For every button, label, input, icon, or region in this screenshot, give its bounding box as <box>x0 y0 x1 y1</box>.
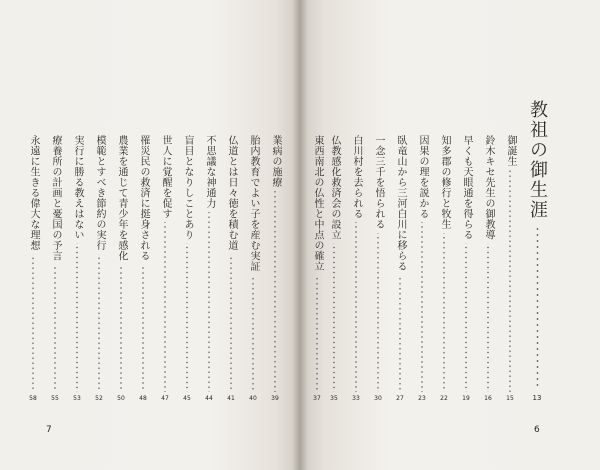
toc-entry-title: 療養所の計画と憂国の予言 <box>50 135 61 261</box>
toc-entry-title: 罹災民の救済に挺身される <box>138 135 149 261</box>
toc-entry <box>92 135 106 403</box>
toc-entry-title: 盲目となりしことあり <box>182 135 193 240</box>
toc-entry <box>268 135 282 403</box>
leader-dots <box>164 222 166 392</box>
toc-entry-page: 16 <box>484 395 492 402</box>
toc-entry <box>224 135 238 403</box>
toc-entry-title: 知多郡の修行と牧生 <box>439 135 450 230</box>
toc-entry-page: 45 <box>183 395 191 402</box>
leader-dots <box>421 222 423 392</box>
toc-entry-title: 臥竜山から三河白川に移らる <box>395 135 406 272</box>
leader-dots <box>399 275 401 393</box>
leader-dots <box>333 243 335 392</box>
toc-entry-page: 48 <box>139 395 147 402</box>
leader-dots <box>487 243 489 392</box>
leader-dots <box>32 254 34 393</box>
toc-entry-title: 白川村を去られる <box>351 135 362 219</box>
toc-entry-page: 53 <box>73 395 81 402</box>
chapter-title: 教祖の御生涯 <box>527 100 548 220</box>
page-number-right: 6 <box>534 425 540 435</box>
leader-dots <box>98 254 100 393</box>
toc-entry-title: 農業を通じて青少年を感化 <box>116 135 127 261</box>
toc-entry <box>437 135 451 403</box>
leader-dots <box>120 264 122 392</box>
toc-entry-title: 因果の理を説かる <box>417 135 428 219</box>
toc-entry-page: 50 <box>117 395 125 402</box>
leader-dots <box>230 254 232 393</box>
toc-entry-page: 55 <box>51 395 59 402</box>
toc-entry-title: 胎内教育でよい子を産む実証 <box>248 135 259 272</box>
leader-dots <box>142 264 144 392</box>
toc-entry <box>114 135 128 403</box>
leader-dots <box>76 243 78 392</box>
chapter-heading <box>526 100 548 402</box>
toc-entry-page: 35 <box>330 395 338 402</box>
toc-entry <box>158 135 172 403</box>
toc-entry <box>415 135 429 403</box>
toc-entry <box>349 135 363 403</box>
toc-entry-title: 鈴木キセ先生の御教導 <box>483 135 494 240</box>
toc-entry-page: 47 <box>161 395 169 402</box>
toc-entry-title: 実行に勝る教えはない <box>72 135 83 240</box>
toc-entry-title: 不思議な神通力 <box>204 135 215 209</box>
page-number-left: 7 <box>46 425 52 435</box>
leader-dots <box>377 233 379 393</box>
toc-entry-title: 仏道とは日々徳を積む道 <box>226 135 237 251</box>
toc-entry-page: 40 <box>249 395 257 402</box>
toc-entry-page: 44 <box>205 395 213 402</box>
toc-entry <box>48 135 62 403</box>
toc-entry <box>371 135 385 403</box>
leader-dots <box>208 212 210 393</box>
toc-entry <box>327 135 341 403</box>
toc-entry-title: 一念三千を悟られる <box>373 135 384 230</box>
toc-entry-page: 30 <box>374 395 382 402</box>
leader-dots <box>54 264 56 392</box>
toc-entry-page: 19 <box>462 395 470 402</box>
toc-entry <box>393 135 407 403</box>
toc-entry <box>310 135 324 403</box>
toc-entry-page: 52 <box>95 395 103 402</box>
leader-dots <box>536 224 539 390</box>
toc-entry <box>136 135 150 403</box>
leader-dots <box>252 275 254 393</box>
toc-entry-page: 41 <box>227 395 235 402</box>
toc-entry-title: 業病の施療 <box>270 135 281 188</box>
toc-entry <box>70 135 84 403</box>
toc-entry <box>202 135 216 403</box>
toc-entry-page: 39 <box>271 395 279 402</box>
toc-entry-title: 世人に覚醒を促す <box>160 135 171 219</box>
toc-entry <box>459 135 473 403</box>
toc-entry-page: 58 <box>29 395 37 402</box>
leader-dots <box>443 233 445 393</box>
toc-entry-title: 模範とすべき節約の実行 <box>94 135 105 251</box>
toc-entry-title: 御誕生 <box>505 135 516 167</box>
leader-dots <box>274 191 276 393</box>
toc-entry-page: 33 <box>352 395 360 402</box>
toc-entry <box>246 135 260 403</box>
leader-dots <box>355 222 357 392</box>
leader-dots <box>509 170 511 393</box>
book-gutter <box>292 0 308 470</box>
leader-dots <box>465 243 467 392</box>
toc-entry-page: 22 <box>440 395 448 402</box>
toc-entry-title: 早くも天眼通を得らる <box>461 135 472 240</box>
toc-entry-page: 15 <box>506 395 514 402</box>
toc-entry <box>503 135 517 403</box>
toc-entry <box>481 135 495 403</box>
toc-entry-page: 23 <box>418 395 426 402</box>
toc-entry-title: 仏教感化救済会の設立 <box>329 135 340 240</box>
toc-entry-page: 37 <box>313 395 321 402</box>
leader-dots <box>316 275 318 393</box>
toc-entry <box>180 135 194 403</box>
chapter-page-number: 13 <box>532 394 542 402</box>
leader-dots <box>186 243 188 392</box>
toc-entry-page: 27 <box>396 395 404 402</box>
toc-entry-title: 東西南北の仏性と中点の確立 <box>312 135 323 272</box>
toc-entry <box>26 135 40 403</box>
toc-entry-title: 永遠に生きる偉大な理想 <box>28 135 39 251</box>
